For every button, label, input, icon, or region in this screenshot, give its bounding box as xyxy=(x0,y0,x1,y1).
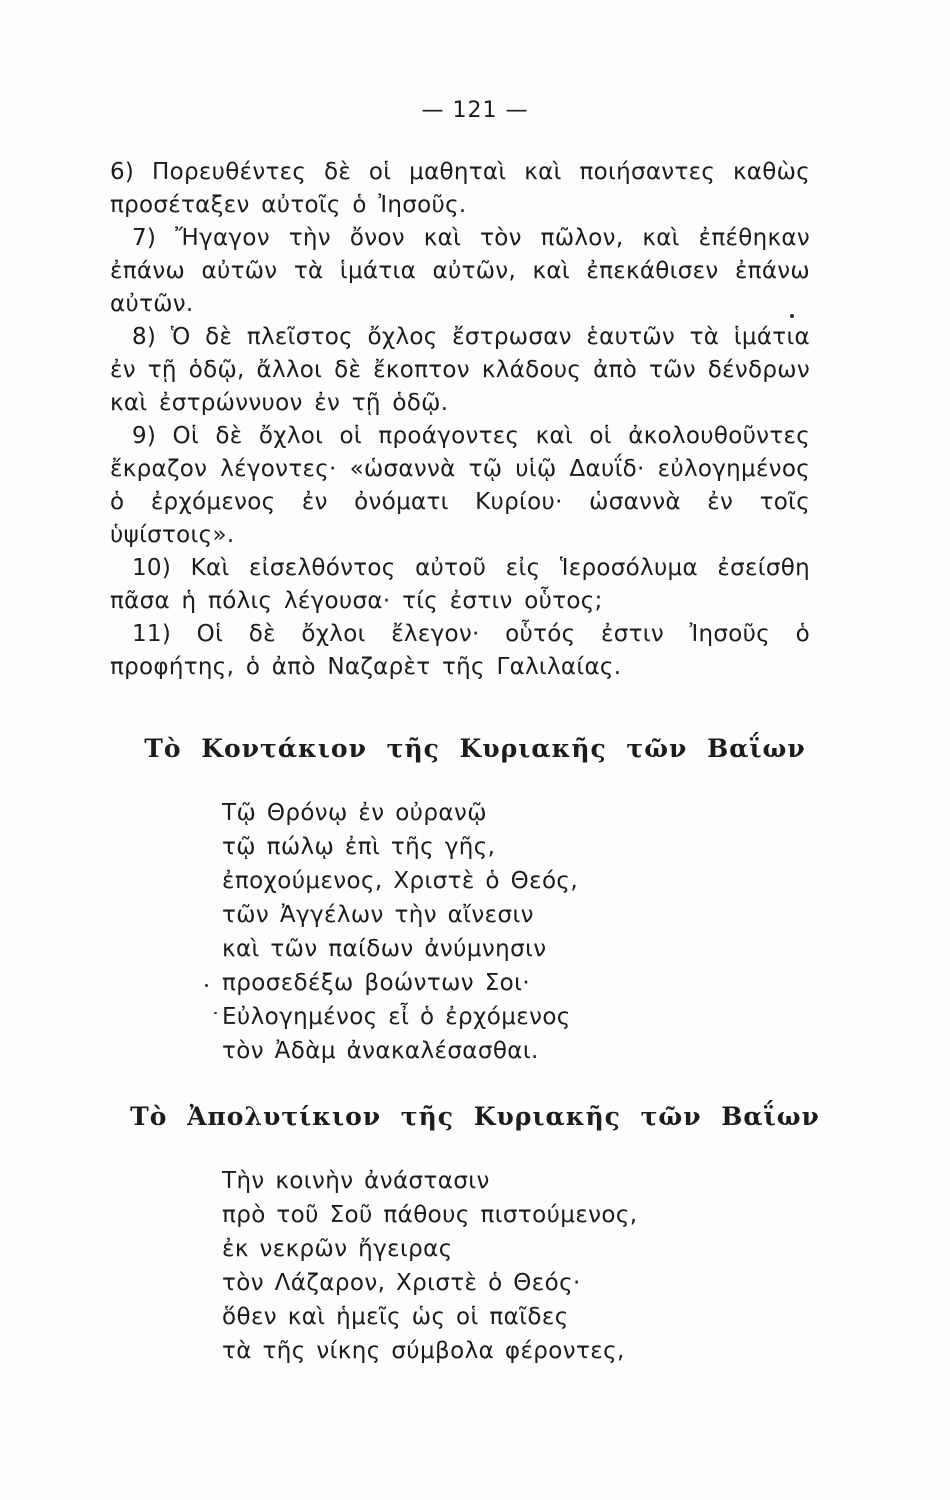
print-speck xyxy=(790,314,794,318)
apolytikion-line: ἐκ νεκρῶν ἤγειρας xyxy=(222,1236,453,1262)
kontakion-line: καὶ τῶν παίδων ἀνύμνησιν xyxy=(222,936,547,962)
verse-10: 10) Καὶ εἰσελθόντος αὐτοῦ εἰς Ἱεροσόλυμα ἐσείσθη πᾶσα ἡ πόλις λέγουσα· τίς ἐστιν οὗτος; xyxy=(110,555,810,614)
kontakion-line: Τῷ Θρόνῳ ἐν οὐρανῷ xyxy=(222,800,487,826)
verse-11: 11) Οἱ δὲ ὄχλοι ἔλεγον· οὗτός ἐστιν Ἰησοῦς ὁ προφήτης, ὁ ἀπὸ Ναζαρὲτ τῆς Γαλιλαίας. xyxy=(110,621,810,680)
apolytikion-line: πρὸ τοῦ Σοῦ πάθους πιστούμενος, xyxy=(222,1202,638,1228)
verse-8: 8) Ὁ δὲ πλεῖστος ὄχλος ἔστρωσαν ἑαυτῶν τὰ ἱμάτια ἐν τῇ ὁδῷ, ἄλλοι δὲ ἔκοπτον κλάδους ἀπὸ τῶν δένδρων καὶ ἐστρώννυον ἐν τῇ ὁδῷ. xyxy=(110,324,810,416)
verse-6: 6) Πορευθέντες δὲ οἱ μαθηταὶ καὶ ποιήσαντες καθὼς προσέταξεν αὐτοῖς ὁ Ἰησοῦς. xyxy=(110,159,810,218)
kontakion-heading: Τὸ Κοντάκιον τῆς Κυριακῆς τῶν Βαΐων xyxy=(144,734,806,763)
kontakion-line: τῶν Ἀγγέλων τὴν αἴνεσιν xyxy=(222,902,534,928)
page-number: — 121 — xyxy=(421,98,529,123)
verse-9: 9) Οἱ δὲ ὄχλοι οἱ προάγοντες καὶ οἱ ἀκολουθοῦντες ἔκραζον λέγοντες· «ὡσαννὰ τῷ υἱῷ Δαυΐδ· εὐλογημένος ὁ ἐρχόμενος ἐν ὀνόματι Κυρίου· ὡσαννὰ ἐν τοῖς ὑψίστοις». xyxy=(110,423,810,548)
apolytikion-line: τὰ τῆς νίκης σύμβολα φέροντες, xyxy=(222,1338,625,1364)
kontakion-line: προσεδέξω βοώντων Σοι· xyxy=(222,970,531,996)
gospel-passage xyxy=(110,156,810,684)
kontakion-line: τὸν Ἀδὰμ ἀνακαλέσασθαι. xyxy=(222,1038,539,1064)
kontakion-line: ἐποχούμενος, Χριστὲ ὁ Θεός, xyxy=(222,868,579,894)
kontakion-hymn xyxy=(222,796,782,1068)
kontakion-line: Εὐλογημένος εἶ ὁ ἐρχόμενος xyxy=(222,1004,571,1030)
apolytikion-line: ὅθεν καὶ ἡμεῖς ὡς οἱ παῖδες xyxy=(222,1304,569,1330)
kontakion-line: τῷ πώλῳ ἐπὶ τῆς γῆς, xyxy=(222,834,496,860)
print-speck xyxy=(214,1012,217,1014)
print-speck xyxy=(205,984,208,987)
apolytikion-line: τὸν Λάζαρον, Χριστὲ ὁ Θεός· xyxy=(222,1270,581,1296)
apolytikion-line: Τὴν κοινὴν ἀνάστασιν xyxy=(222,1168,490,1194)
apolytikion-hymn xyxy=(222,1164,782,1368)
apolytikion-heading: Τὸ Ἀπολυτίκιον τῆς Κυριακῆς τῶν Βαΐων xyxy=(130,1102,820,1131)
verse-7: 7) Ἤγαγον τὴν ὄνον καὶ τὸν πῶλον, καὶ ἐπέθηκαν ἐπάνω αὐτῶν τὰ ἱμάτια αὐτῶν, καὶ ἐπεκάθισεν ἐπάνω αὐτῶν. xyxy=(110,225,810,317)
